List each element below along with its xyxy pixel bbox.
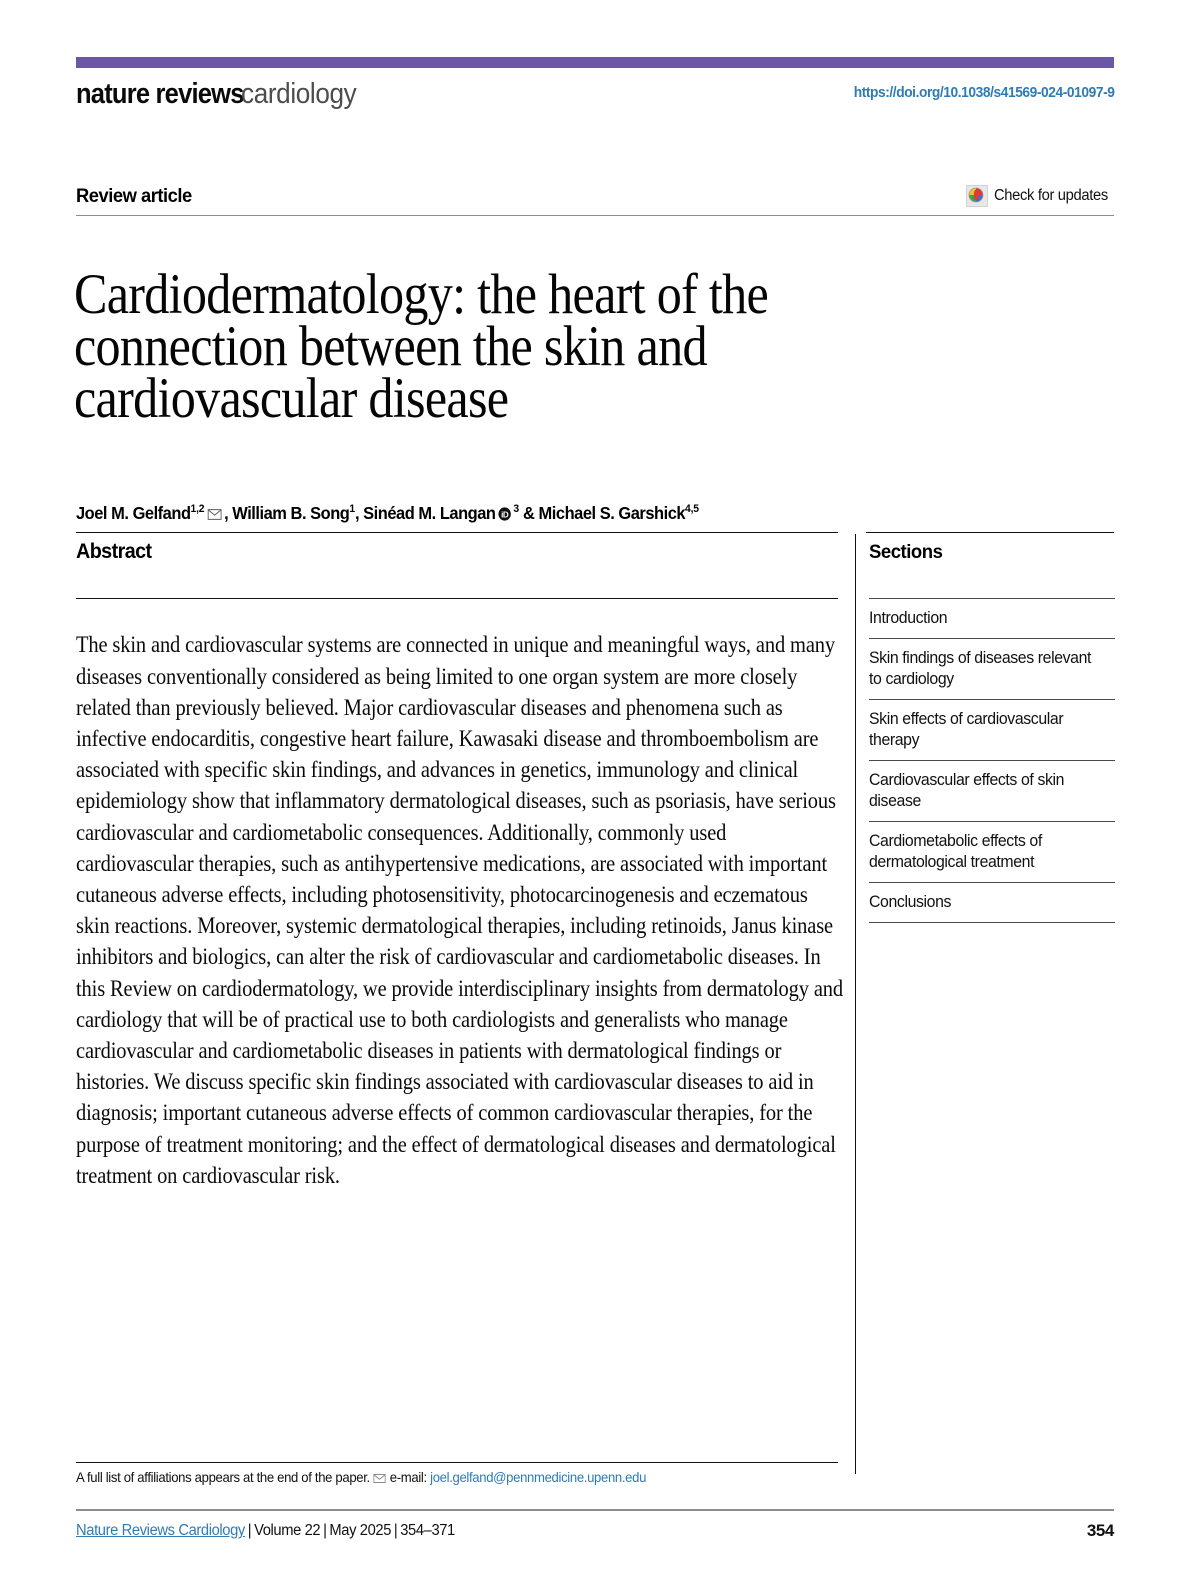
sidebar-item-label: Cardiometabolic effects of dermatological treatment (869, 832, 1042, 871)
sections-list (869, 598, 1115, 923)
author-sep-3: & (518, 503, 539, 523)
author-affil-3: 3 (513, 503, 519, 516)
author-sep-1: , (224, 503, 233, 523)
page-title: Cardiodermatology: the heart of the connection between the skin and cardiovascular disease (74, 263, 769, 431)
sidebar-item-skin-effects[interactable] (869, 699, 1115, 760)
footer-issue-date: May 2025 (329, 1522, 392, 1539)
sidebar-item-label: Skin findings of diseases relevant to cardiology (869, 649, 1092, 688)
sidebar-item-label: Cardiovascular effects of skin disease (869, 771, 1065, 810)
check-for-updates-badge[interactable] (966, 185, 1114, 207)
article-type-label: Review article (76, 185, 192, 207)
sidebar-item-conclusions[interactable] (869, 882, 1115, 923)
sidebar-item-label: Conclusions (869, 893, 952, 911)
orcid-icon[interactable] (498, 505, 511, 526)
footer-citation (76, 1522, 455, 1540)
sidebar-item-label: Skin effects of cardiovascular therapy (869, 710, 1064, 749)
footer-page-number: 354 (1086, 1521, 1114, 1540)
affiliation-note-text: A full list of affiliations appears at the end of the paper. (76, 1470, 370, 1485)
author-name-3: Sinéad M. Langan (363, 503, 496, 523)
author-line (76, 503, 699, 526)
author-name-2: William B. Song (232, 503, 350, 523)
footer-pages: 354–371 (400, 1522, 455, 1539)
check-for-updates-label: Check for updates (994, 187, 1109, 204)
abstract-heading: Abstract (76, 540, 152, 563)
masthead-light-text: cardiology (240, 78, 356, 110)
journal-masthead (76, 78, 369, 111)
sidebar-item-introduction[interactable] (869, 598, 1115, 638)
corresponding-email-link[interactable]: joel.gelfand@pennmedicine.upenn.edu (430, 1470, 647, 1485)
sidebar-item-skin-findings[interactable] (869, 638, 1115, 699)
abstract-text: The skin and cardiovascular systems are connected in unique and meaningful ways, and many diseases conventionally considered as being limited to one organ system are more closely related than previously believed. Major cardiovascular diseases and phenomena such as infective endocarditis, congestive heart failure, Kawasaki disease and thromboembolism are associated with specific skin findings, and advances in genetics, immunology and clinical epidemiology show that inflammatory dermatological diseases, such as psoriasis, have serious cardiovascular and cardiometabolic consequences. Additionally, commonly used cardiovascular therapies, such as antihypertensive medications, are associated with important cutaneous adverse effects, including photosensitivity, photocarcinogenesis and eczematous skin reactions. Moreover, systemic dermatological therapies, including retinoids, Janus kinase inhibitors and biologics, can alter the risk of cardiovascular and cardiometabolic diseases. In this Review on cardiodermatology, we provide interdisciplinary insights from dermatology and cardiology that will be of practical use to both cardiologists and generalists who manage cardiovascular and cardiometabolic diseases in patients with dermatological findings or histories. We discuss specific skin findings associated with cardiovascular diseases to aid in diagnosis; important cutaneous adverse effects of common cardiovascular therapies, for the purpose of treatment monitoring; and the effect of dermatological diseases and dermatological treatment on cardiovascular risk. (76, 632, 844, 1189)
corresponding-author-envelope-icon[interactable] (207, 504, 221, 525)
author-name-4: Michael S. Garshick (538, 503, 686, 523)
author-affil-1: 1,2 (190, 503, 205, 516)
masthead-bold-text: nature reviews (76, 78, 244, 110)
doi-link[interactable]: https://doi.org/10.1038/s41569-024-01097-9 (853, 85, 1114, 101)
rule-above-affiliation-note (76, 1462, 838, 1463)
footer-sep-1: | (247, 1522, 252, 1539)
footer-sep-3: | (393, 1522, 398, 1539)
email-envelope-icon (374, 1471, 386, 1486)
email-label: e-mail: (389, 1470, 427, 1485)
author-name-1: Joel M. Gelfand (76, 503, 191, 523)
sections-heading: Sections (869, 541, 943, 563)
affiliation-note (76, 1470, 646, 1486)
author-sep-2: , (354, 503, 364, 523)
rule-under-abstract-heading (76, 598, 838, 599)
sidebar-item-cardiovascular-effects[interactable] (869, 760, 1115, 821)
footer-sep-2: | (323, 1522, 327, 1539)
sidebar-item-cardiometabolic-effects[interactable] (869, 821, 1115, 882)
crossmark-icon (966, 185, 988, 207)
footer-journal-link[interactable]: Nature Reviews Cardiology (76, 1522, 245, 1539)
rule-under-authors-left (76, 532, 838, 533)
author-affil-2: 1 (349, 503, 355, 516)
rule-under-authors-right (866, 532, 1114, 533)
sidebar-item-label: Introduction (869, 609, 948, 627)
footer-rule (76, 1509, 1114, 1511)
svg-text:iD: iD (501, 509, 509, 520)
footer-volume: Volume 22 (254, 1522, 321, 1539)
purple-accent-bar (76, 57, 1114, 68)
author-affil-4: 4,5 (685, 503, 699, 516)
column-divider (855, 534, 856, 1474)
rule-under-article-type (76, 215, 1114, 216)
